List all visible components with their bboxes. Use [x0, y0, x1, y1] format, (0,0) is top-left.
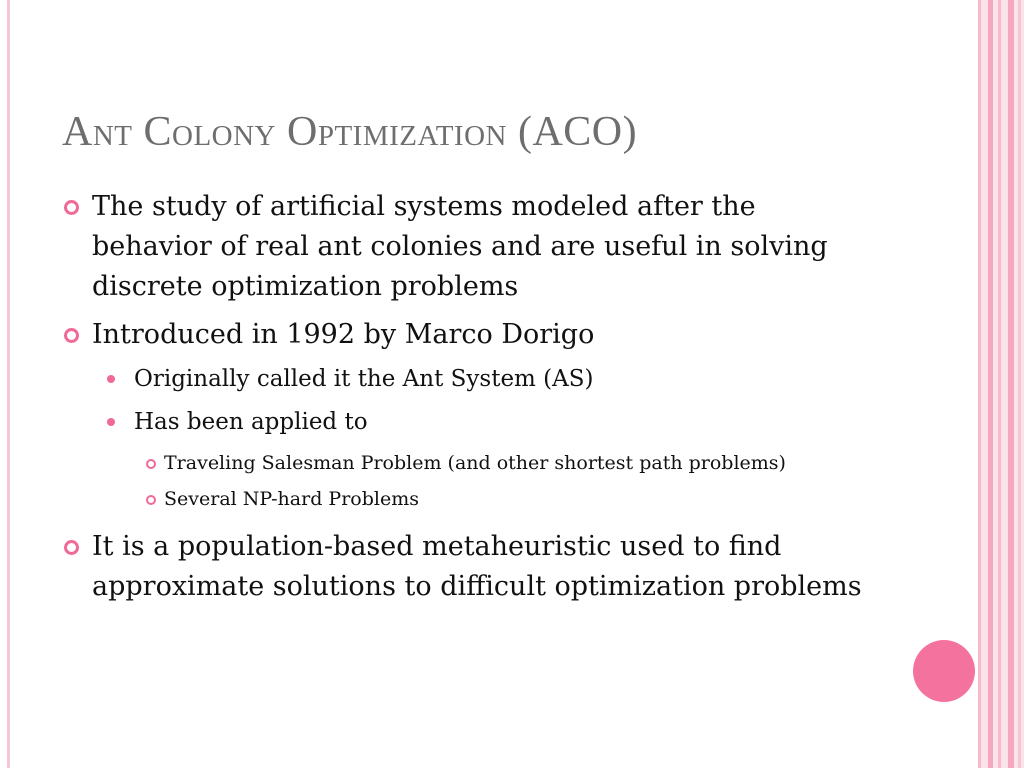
bullet-item	[62, 187, 882, 307]
sub-sub-bullet-text: Several NP-hard Problems	[164, 488, 419, 510]
dot-bullet-icon	[107, 418, 115, 426]
right-stripe	[988, 0, 993, 768]
sub-bullet-item	[62, 363, 882, 395]
slide-content	[62, 187, 882, 615]
bullet-text: Introduced in 1992 by Marco Dorigo	[92, 319, 595, 350]
small-ring-bullet-icon	[146, 495, 156, 505]
sub-sub-bullet-text: Traveling Salesman Problem (and other shortest path problems)	[164, 452, 786, 474]
ring-bullet-icon	[64, 328, 79, 343]
sub-bullet-text: Has been applied to	[134, 409, 368, 435]
small-ring-bullet-icon	[146, 459, 156, 469]
right-stripe	[1008, 0, 1014, 768]
dot-bullet-icon	[107, 375, 115, 383]
right-stripe	[1018, 0, 1021, 768]
sub-sub-bullet-item	[62, 449, 882, 477]
sub-bullet-item	[62, 406, 882, 438]
ring-bullet-icon	[64, 200, 79, 215]
bullet-item	[62, 527, 882, 607]
sub-bullet-text: Originally called it the Ant System (AS)	[134, 366, 594, 392]
right-stripe	[998, 0, 1001, 768]
bullet-text: It is a population-based metaheuristic used to find approximate solutions to difficult optimization problems	[92, 531, 862, 602]
left-decorative-stripe	[7, 0, 10, 768]
pink-circle-icon	[913, 640, 975, 702]
slide-title: Ant Colony Optimization (ACO)	[62, 109, 638, 155]
sub-sub-bullet-item	[62, 485, 882, 513]
bullet-item	[62, 315, 882, 355]
right-decorative-stripes	[978, 0, 1024, 768]
ring-bullet-icon	[64, 540, 79, 555]
right-stripe	[978, 0, 981, 768]
bullet-text: The study of artificial systems modeled after the behavior of real ant colonies and are useful in solving discrete optimization problems	[92, 191, 828, 302]
